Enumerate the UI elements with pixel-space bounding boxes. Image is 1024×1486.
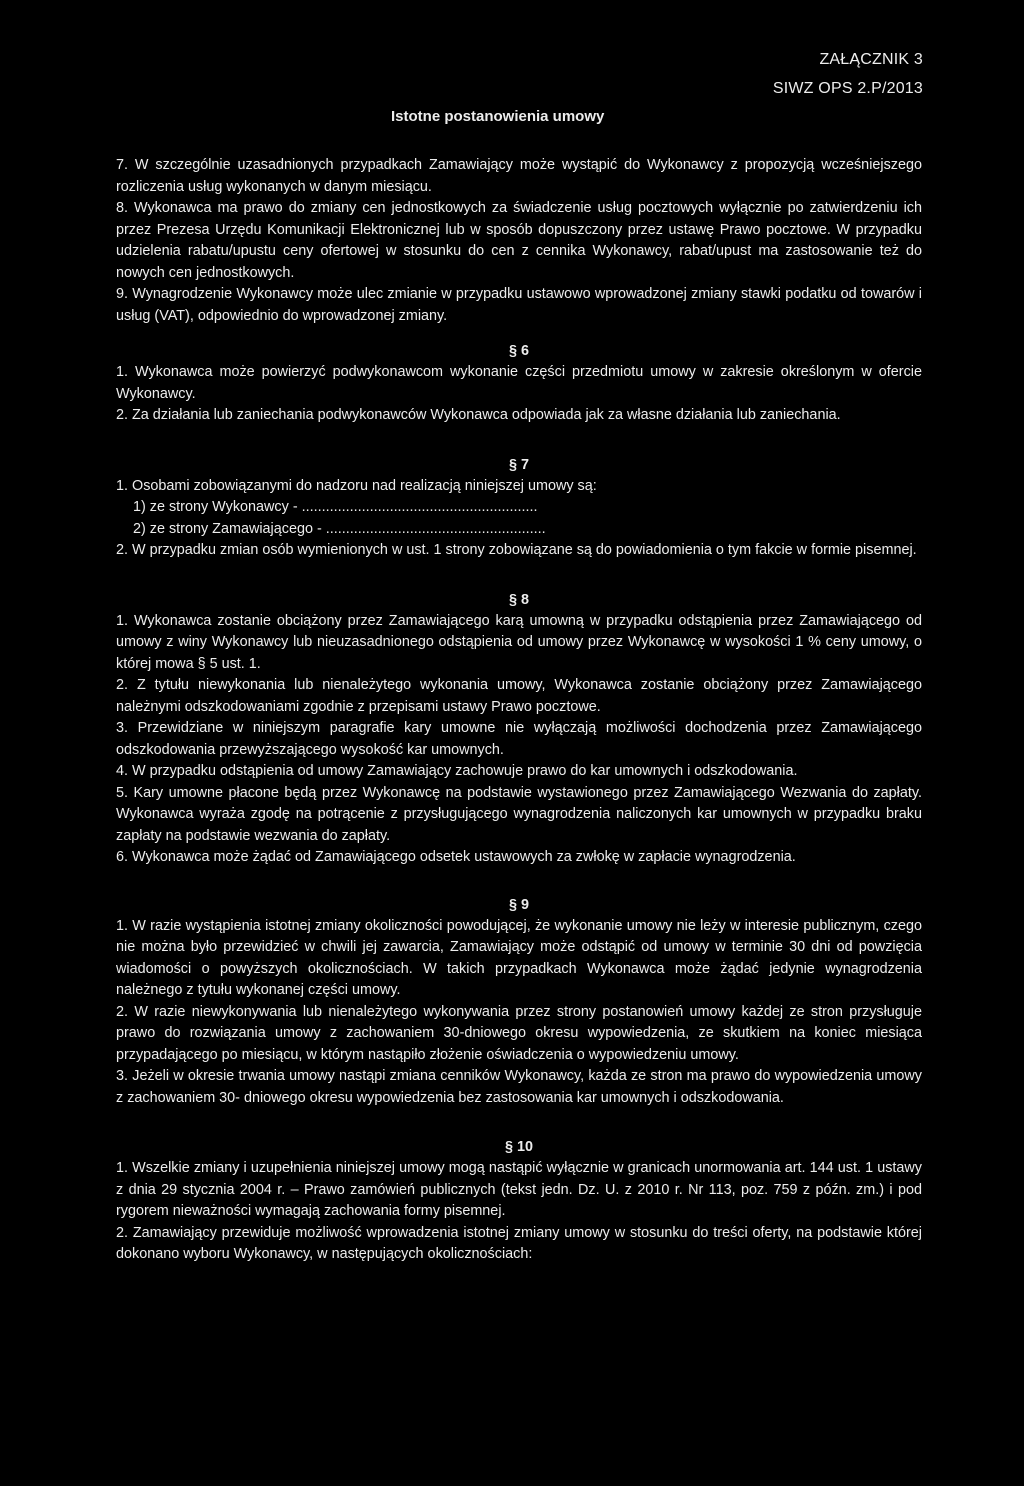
- annex-number: ZAŁĄCZNIK 3: [819, 51, 923, 68]
- section-6-paragraph-2: 2. Za działania lub zaniechania podwykonawców Wykonawca odpowiada jak za własne działania lub zaniechania.: [116, 407, 841, 423]
- section-7-heading: § 7: [508, 456, 529, 473]
- section-8-paragraph-3: 3. Przewidziane w niniejszym paragrafie kary umowne nie wyłączają możliwości dochodzenia przez Zamawiającego odszkodowania przewyższającego wysokość kar umownych.: [116, 720, 922, 758]
- section-8-paragraph-2: 2. Z tytułu niewykonania lub nienależytego wykonania umowy, Wykonawca zostanie obciążony przez Zamawiającego należnymi odszkodowaniami zgodnie z przepisami ustawy Prawo pocztowe.: [116, 677, 922, 715]
- paragraph-9: 9. Wynagrodzenie Wykonawcy może ulec zmianie w przypadku ustawowo wprowadzonej zmiany stawki podatku od towarów i usług (VAT), odpowiednio do wprowadzonej zmiany.: [116, 286, 922, 324]
- page-header: [0, 0, 1024, 130]
- paragraph-8: 8. Wykonawca ma prawo do zmiany cen jednostkowych za świadczenie usług pocztowych wyłącznie po zatwierdzeniu ich przez Prezesa Urzędu Komunikacji Elektronicznej lub w sposób dopuszczony przez ustawę Prawo pocztowe. W przypadku udzielenia rabatu/upustu ceny ofertowej w stosunku do cen z cennika Wykonawcy, rabat/upust ma zastosowanie też do nowych cen jednostkowych.: [116, 200, 922, 281]
- section-8-paragraph-5: 5. Kary umowne płacone będą przez Wykonawcę na podstawie wystawionego przez Zamawiającego Wezwania do zapłaty. Wykonawca wyraża zgodę na potrącenie z przysługującego wynagrodzenia naliczonych kar umownych w przypadku braku zapłaty na podstawie wezwania do zapłaty.: [116, 784, 922, 844]
- section-7-paragraph-1: 1. Osobami zobowiązanymi do nadzoru nad realizacją niniejszej umowy są:: [116, 477, 597, 494]
- section-8-paragraph-1: 1. Wykonawca zostanie obciążony przez Zamawiającego karą umowną w przypadku odstąpienia przez Zamawiającego od umowy z winy Wykonawcy lub nieuzasadnionego odstąpienia od umowy przez Wykonawcę w wysokości 1 % ceny umowy, o której mowa § 5 ust. 1.: [116, 612, 922, 672]
- reference-number: SIWZ OPS 2.P/2013: [772, 80, 923, 97]
- document-body: [116, 155, 922, 1266]
- paragraph-7: 7. W szczególnie uzasadnionych przypadkach Zamawiający może wystąpić do Wykonawcy z propozycją wcześniejszego rozliczenia usług wykonanych w danym miesiącu.: [116, 157, 922, 195]
- section-9-heading: § 9: [508, 896, 529, 913]
- document-title: Istotne postanowienia umowy: [391, 108, 605, 125]
- section-7-paragraph-2: 2. W przypadku zmian osób wymienionych w ust. 1 strony zobowiązane są do powiadomienia o tym fakcie w formie pisemnej.: [116, 542, 917, 558]
- section-7-item-1: 1) ze strony Wykonawcy - ...........................................................: [133, 499, 538, 515]
- section-9-paragraph-3: 3. Jeżeli w okresie trwania umowy nastąpi zmiana cenników Wykonawcy, każda ze stron ma prawo do wypowiedzenia umowy z zachowaniem 30- dniowego okresu wypowiedzenia bez zastosowania kar umownych i odszkodowania.: [116, 1068, 922, 1106]
- section-6-heading: § 6: [508, 343, 529, 359]
- section-10-heading: § 10: [504, 1139, 533, 1155]
- section-9-paragraph-1: 1. W razie wystąpienia istotnej zmiany okoliczności powodującej, że wykonanie umowy nie leży w interesie publicznym, czego nie można było przewidzieć w chwili jej zawarcia, Zamawiający może odstąpić od umowy w terminie 30 dni od powzięcia wiadomości o powyższych okolicznościach. W takich przypadkach Wykonawca może żądać jedynie wynagrodzenia należnego z tytułu wykonanej części umowy.: [116, 917, 922, 998]
- section-9-paragraph-2: 2. W razie niewykonywania lub nienależytego wykonywania przez strony postanowień umowy każdej ze stron przysługuje prawo do rozwiązania umowy z zachowaniem 30-dniowego okresu wypowiedzenia, ze skutkiem na koniec miesiąca przypadającego po miesiącu, w którym nastąpiło złożenie oświadczenia o wypowiedzeniu umowy.: [116, 1003, 922, 1063]
- section-8-heading: § 8: [508, 591, 529, 608]
- section-7-item-2: 2) ze strony Zamawiającego - .......................................................: [133, 520, 546, 537]
- section-10-paragraph-2: 2. Zamawiający przewiduje możliwość wprowadzenia istotnej zmiany umowy w stosunku do treści oferty, na podstawie której dokonano wyboru Wykonawcy, w następujących okolicznościach:: [116, 1224, 922, 1262]
- section-8-paragraph-6: 6. Wykonawca może żądać od Zamawiającego odsetek ustawowych za zwłokę w zapłacie wynagrodzenia.: [116, 849, 796, 865]
- section-6-paragraph-1: 1. Wykonawca może powierzyć podwykonawcom wykonanie części przedmiotu umowy w zakresie określonym w ofercie Wykonawcy.: [116, 364, 922, 402]
- section-8-paragraph-4: 4. W przypadku odstąpienia od umowy Zamawiający zachowuje prawo do kar umownych i odszkodowania.: [116, 763, 798, 779]
- section-10-paragraph-1: 1. Wszelkie zmiany i uzupełnienia niniejszej umowy mogą nastąpić wyłącznie w granicach unormowania art. 144 ust. 1 ustawy z dnia 29 stycznia 2004 r. – Prawo zamówień publicznych (tekst jedn. Dz. U. z 2010 r. Nr 113, poz. 759 z późn. zm.) i pod rygorem nieważności wymagają zachowania formy pisemnej.: [116, 1160, 922, 1219]
